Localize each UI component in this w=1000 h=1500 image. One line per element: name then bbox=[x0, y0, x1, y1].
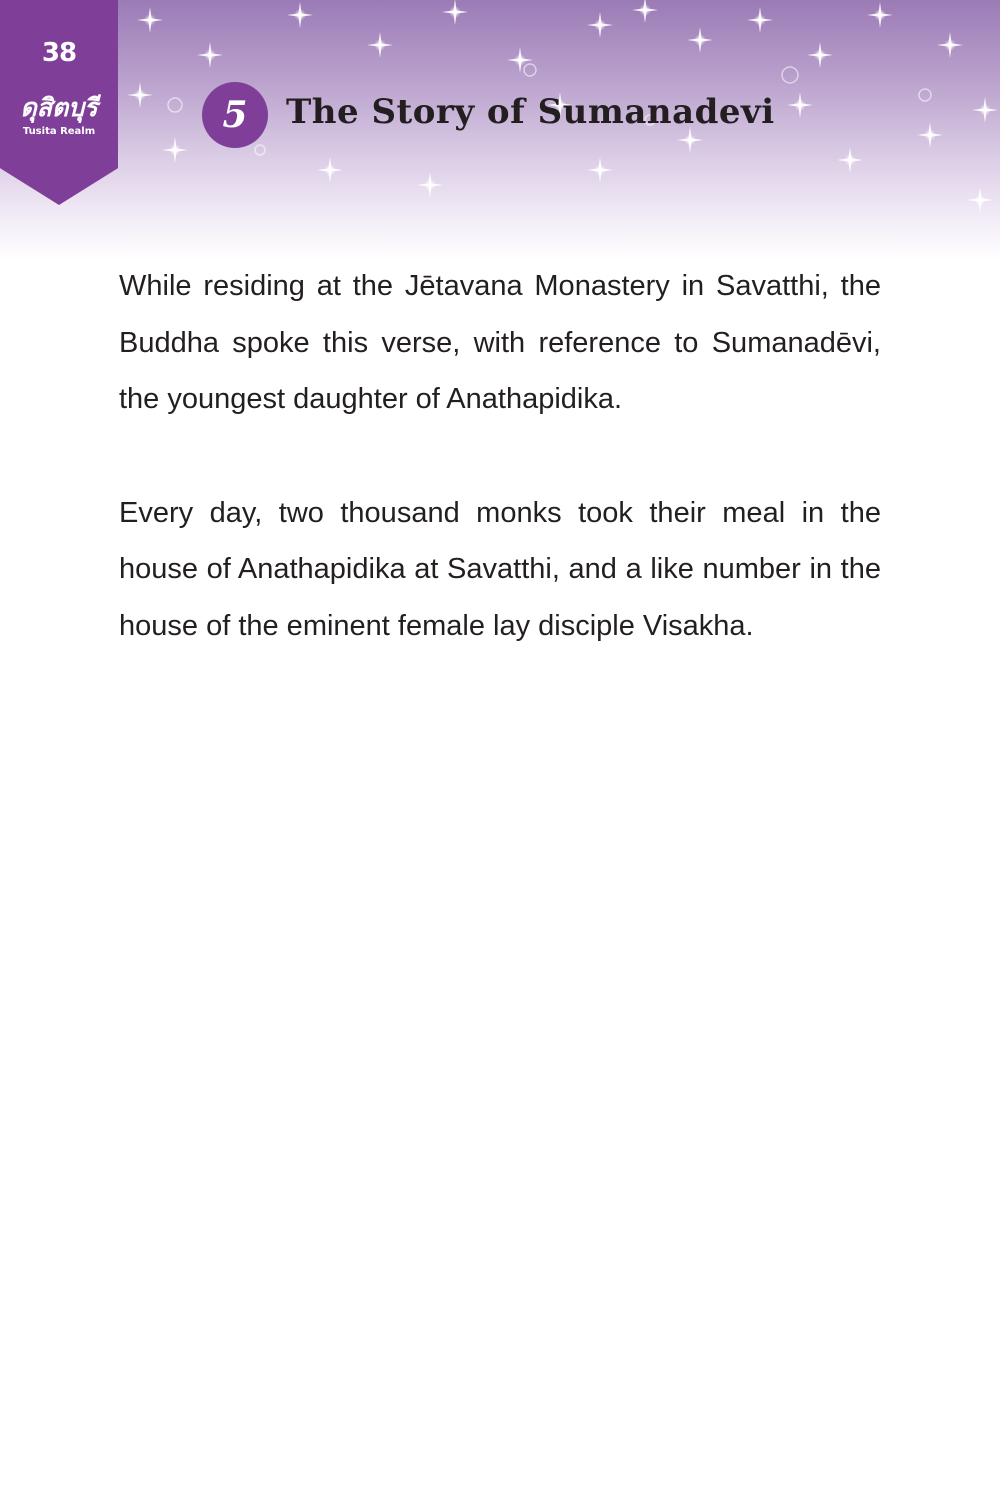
page-number: 38 bbox=[41, 38, 77, 68]
chapter-title: The Story of Sumanadevi bbox=[286, 92, 775, 132]
paragraph: While residing at the Jētavana Monastery in Savatthi, the Buddha spoke this verse, with reference to Sumanadēvi, the youngest daughter of Anathapidika. bbox=[119, 270, 881, 415]
paragraph: Every day, two thousand monks took their meal in the house of Anathapidika at Savatthi, and a like number in the house of the eminent female lay disciple Visakha. bbox=[119, 496, 881, 642]
body-text bbox=[119, 258, 881, 654]
chapter-number-badge: 5 bbox=[202, 82, 268, 148]
brand-title-english: Tusita Realm bbox=[22, 126, 96, 137]
brand-title-thai: ดุสิตบุรี bbox=[20, 93, 98, 122]
